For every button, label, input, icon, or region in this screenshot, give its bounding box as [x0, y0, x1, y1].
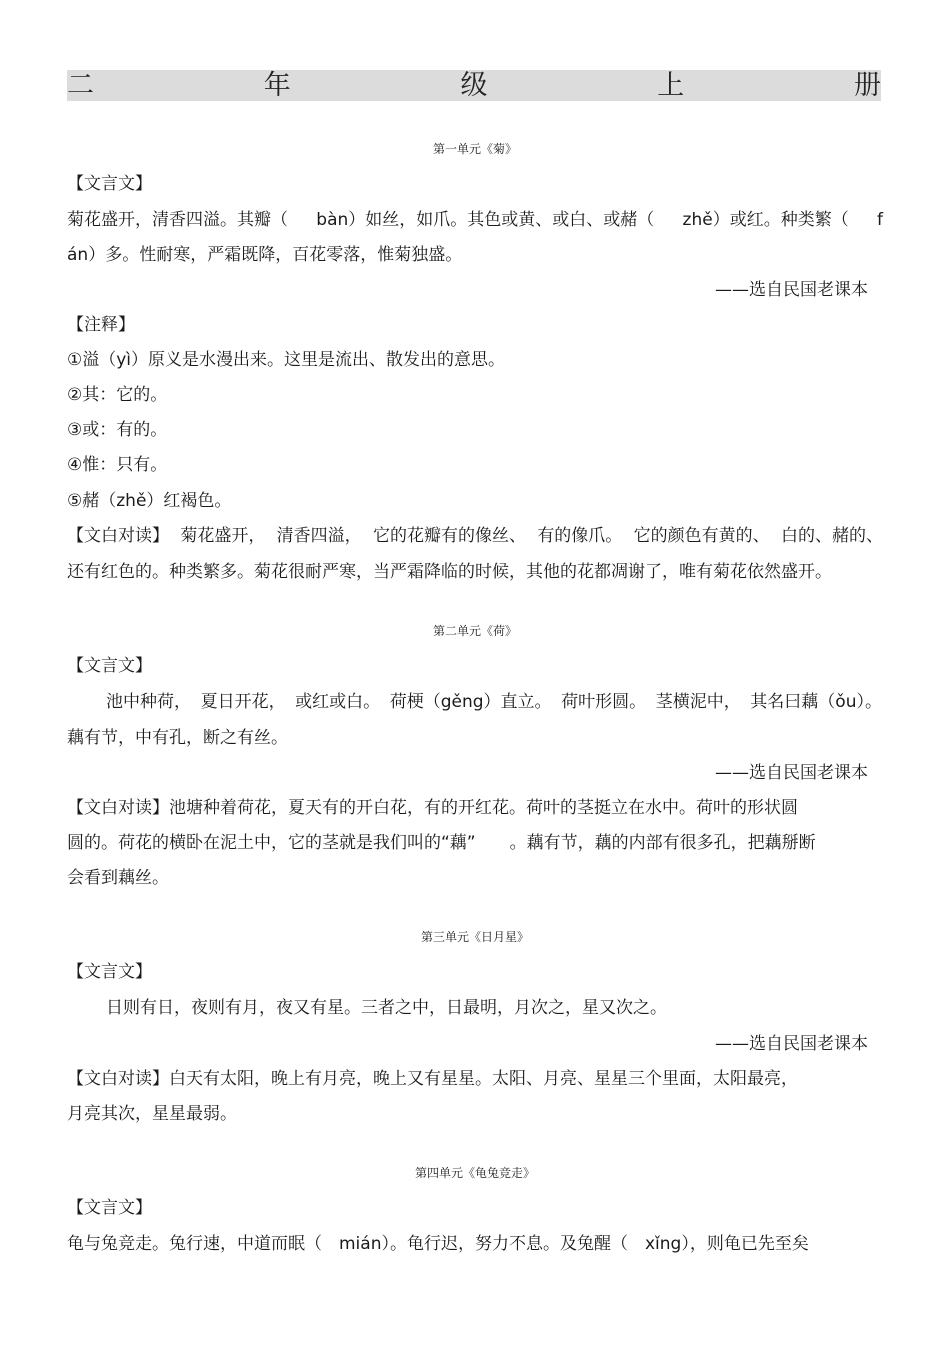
- source-citation: ——选自民国老课本: [715, 763, 868, 783]
- note-item: ①溢（yì）原义是水漫出来。这里是流出、散发出的意思。: [67, 350, 506, 370]
- classical-text-line: [67, 209, 883, 231]
- header-char: 级: [460, 70, 488, 101]
- text-segment: 池中种荷，: [106, 692, 191, 712]
- text-segment: 荷叶形圆。: [561, 692, 647, 712]
- note-item: ⑤赭（zhě）红褐色。: [67, 491, 232, 511]
- section-label: 【注释】: [67, 315, 135, 335]
- translation-line: 还有红色的。种类繁多。菊花很耐严寒，当严霜降临的时候，其他的花都凋谢了，唯有菊花依然盛开。: [67, 562, 832, 582]
- text-segment: 茎横泥中，: [655, 692, 741, 712]
- translation-line: 【文白对读】白天有太阳，晚上有月亮，晚上又有星星。太阳、月亮、星星三个里面，太阳最亮，: [67, 1069, 798, 1089]
- text-segment: 【文白对读】: [67, 526, 169, 546]
- translation-line: 【文白对读】池塘种着荷花，夏天有的开白花，有的开红花。荷叶的茎挺立在水中。荷叶的形状圆: [67, 798, 798, 818]
- header-char: 二: [67, 70, 94, 101]
- note-item: ④惟：只有。: [67, 455, 168, 475]
- classical-text-line: án）多。性耐寒，严霜既降，百花零落，惟菊独盛。: [67, 245, 463, 265]
- text-segment: 夏日开花，: [200, 692, 286, 712]
- section-label: 【文言文】: [67, 656, 152, 676]
- text-segment: 其名曰藕（ǒu）。: [750, 692, 882, 712]
- text-segment: 荷梗（gěng）直立。: [389, 692, 552, 712]
- unit-title: 第四单元《龟兔竞走》: [414, 1166, 535, 1180]
- unit-title: 第一单元《菊》: [432, 142, 517, 156]
- translation-line: 月亮其次，星星最弱。: [67, 1104, 237, 1124]
- text-segment: bàn）如丝，如爪。其色或黄、或白、或赭（: [316, 210, 655, 230]
- text-segment: 它的颜色有黄的、: [633, 526, 770, 546]
- note-item: ③或：有的。: [67, 420, 168, 440]
- classical-text-line: 藕有节，中有孔，断之有丝。: [67, 728, 288, 748]
- header-char: 上: [657, 70, 685, 101]
- unit-title: 第二单元《荷》: [432, 624, 517, 638]
- text-segment: 它的花瓣有的像丝、: [372, 526, 526, 546]
- text-segment: 清香四溢，: [276, 526, 362, 546]
- header-char: 年: [263, 70, 291, 101]
- header-char: 册: [854, 70, 881, 101]
- text-segment: f: [877, 210, 883, 230]
- text-segment: 白的、赭的、: [780, 526, 883, 546]
- classical-text-line: 日则有日，夜则有月，夜又有星。三者之中，日最明，月次之，星又次之。: [106, 998, 667, 1018]
- translation-line: 圆的。荷花的横卧在泥土中，它的茎就是我们叫的“藕” 。藕有节，藕的内部有很多孔，把藕掰断: [67, 833, 816, 853]
- unit-title: 第三单元《日月星》: [420, 930, 529, 944]
- section-label: 【文言文】: [67, 1198, 152, 1218]
- classical-text-line: [106, 691, 882, 713]
- translation-line: 会看到藕丝。: [67, 868, 169, 888]
- text-segment: 或红或白。: [295, 692, 381, 712]
- translation-line: [67, 525, 883, 547]
- note-item: ②其：它的。: [67, 385, 168, 405]
- grade-volume-header: [67, 70, 881, 101]
- classical-text-line: 龟与兔竞走。兔行速，中道而眠（ mián）。龟行迟，努力不息。及兔醒（ xǐng），则龟已先至矣: [67, 1234, 809, 1254]
- text-segment: 菊花盛开，清香四溢。其瓣（: [67, 210, 288, 230]
- section-label: 【文言文】: [67, 962, 152, 982]
- text-segment: zhě）或红。种类繁（: [682, 210, 849, 230]
- section-label: 【文言文】: [67, 174, 152, 194]
- source-citation: ——选自民国老课本: [715, 1034, 868, 1054]
- text-segment: 菊花盛开，: [180, 526, 266, 546]
- text-segment: 有的像爪。: [537, 526, 623, 546]
- source-citation: ——选自民国老课本: [715, 280, 868, 300]
